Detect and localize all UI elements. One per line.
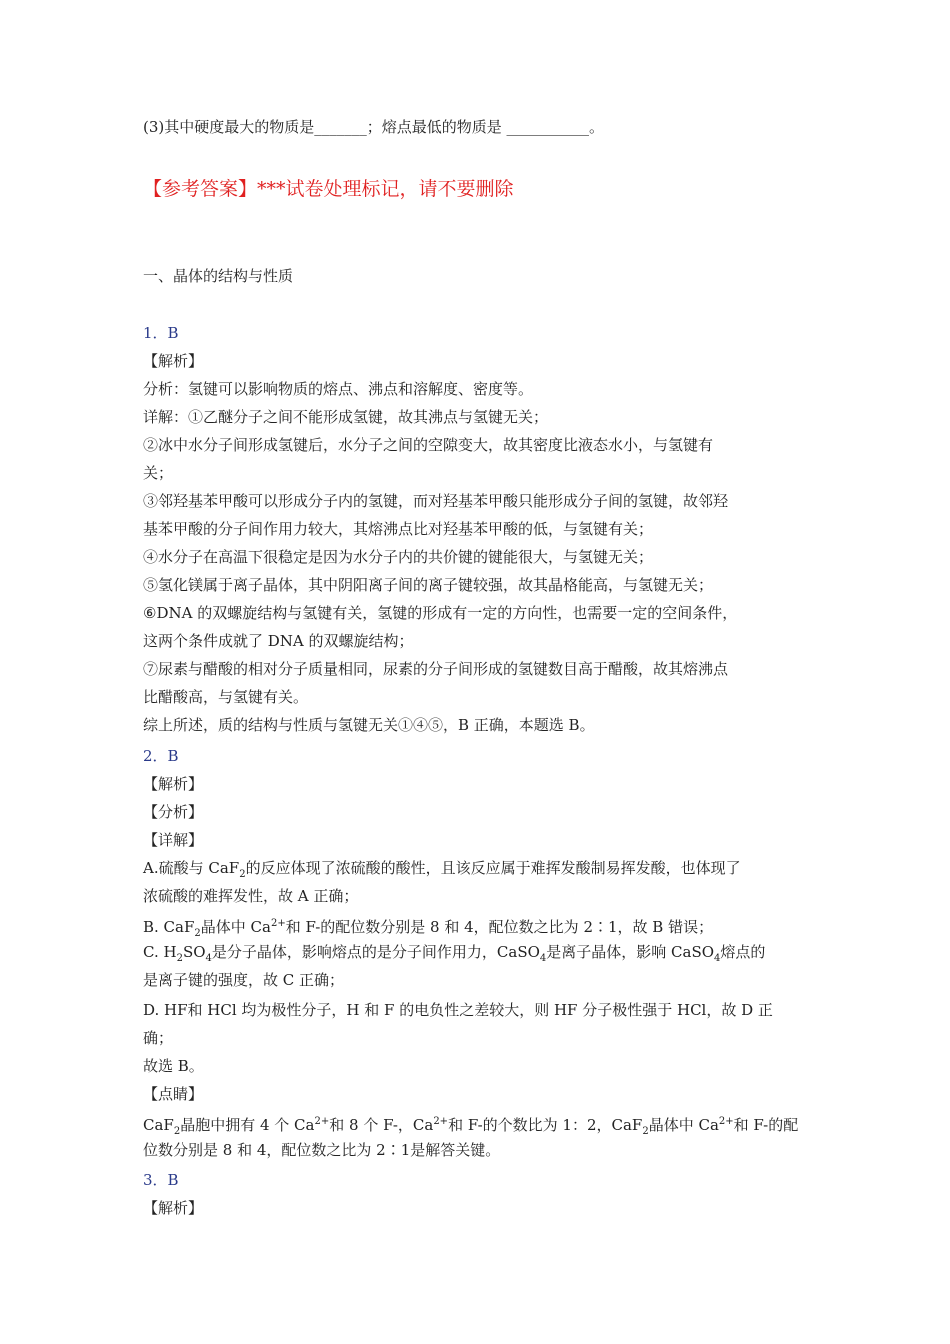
- text-line: 分析：氢键可以影响物质的熔点、沸点和溶解度、密度等。: [143, 380, 534, 398]
- question-number: 2．B: [143, 747, 179, 765]
- text-line: 位数分别是 8 和 4，配位数之比为 2∶1是解答关键。: [143, 1141, 501, 1159]
- detail-label: 【详解】: [143, 831, 204, 849]
- text-line: 是离子键的强度，故 C 正确；: [143, 971, 345, 989]
- text-line: C. $H_2SO_4$是分子晶体，影响熔点的是分子间作用力，CaSO$_4$是离子晶体，影响 CaSO$_4$熔点的: [143, 943, 766, 964]
- text-line: 这两个条件成就了 DNA 的双螺旋结构；: [143, 632, 414, 650]
- text-line: A.硫酸与 CaF$_2$的反应体现了浓硫酸的酸性，且该反应属于难挥发酸制易挥发酸，也体现了: [143, 859, 741, 880]
- analysis-label: 【解析】: [143, 352, 204, 370]
- tip-label: 【点睛】: [143, 1085, 204, 1103]
- text-line: ⑦尿素与醋酸的相对分子质量相同，尿素的分子间形成的氢键数目高于醋酸，故其熔沸点: [143, 660, 729, 678]
- text-line: B. CaF$_2$晶体中 $Ca^{2+}$和 F-的配位数分别是 8 和 4，配位数之比为 2∶1，故 B 错误；: [143, 918, 714, 939]
- text-line: 浓硫酸的难挥发性，故 A 正确；: [143, 887, 359, 905]
- analysis-label: 【解析】: [143, 775, 204, 793]
- text-line: 故选 B。: [143, 1057, 204, 1075]
- text-line: 比醋酸高，与氢键有关。: [143, 688, 309, 706]
- text-line: CaF$_2$晶胞中拥有 4 个 $Ca^{2+}$和 8 个 F-，$Ca^{2+}$和 F-的个数比为 1：2，CaF$_2$晶体中 $Ca^{2+}$和 F-的配: [143, 1116, 799, 1137]
- question-number: 1．B: [143, 324, 179, 342]
- text-line: 基苯甲酸的分子间作用力较大，其熔沸点比对羟基苯甲酸的低，与氢键有关；: [143, 520, 654, 538]
- text-line: ③邻羟基苯甲酸可以形成分子内的氢键，而对羟基苯甲酸只能形成分子间的氢键，故邻羟: [143, 492, 729, 510]
- text-line: D. HF和 HCl 均为极性分子，H 和 F 的电负性之差较大，则 HF 分子极性强于 HCl，故 D 正: [143, 1001, 773, 1019]
- text-line: ②冰中水分子间形成氢键后，水分子之间的空隙变大，故其密度比液态水小，与氢键有: [143, 436, 714, 454]
- section-title: 一、晶体的结构与性质: [143, 267, 294, 285]
- text-line: 综上所述，质的结构与性质与氢键无关①④⑤，B 正确，本题选 B。: [143, 716, 595, 734]
- analysis-label: 【解析】: [143, 1199, 204, 1217]
- analysis-label: 【分析】: [143, 803, 204, 821]
- text-line: 确；: [143, 1029, 174, 1047]
- question-3-text: (3)其中硬度最大的物质是_______；熔点最低的物质是 ___________。: [143, 118, 605, 136]
- text-line: 详解：①乙醚分子之间不能形成氢键，故其沸点与氢键无关；: [143, 408, 549, 426]
- text-line: 关；: [143, 464, 174, 482]
- answer-title: 【参考答案】***试卷处理标记，请不要删除: [143, 178, 514, 200]
- text-line: ⑤氢化镁属于离子晶体，其中阴阳离子间的离子键较强，故其晶格能高，与氢键无关；: [143, 576, 714, 594]
- question-number: 3．B: [143, 1171, 179, 1189]
- text-line: ④水分子在高温下很稳定是因为水分子内的共价键的键能很大，与氢键无关；: [143, 548, 654, 566]
- text-line: ⑥DNA 的双螺旋结构与氢键有关，氢键的形成有一定的方向性，也需要一定的空间条件，: [143, 604, 738, 622]
